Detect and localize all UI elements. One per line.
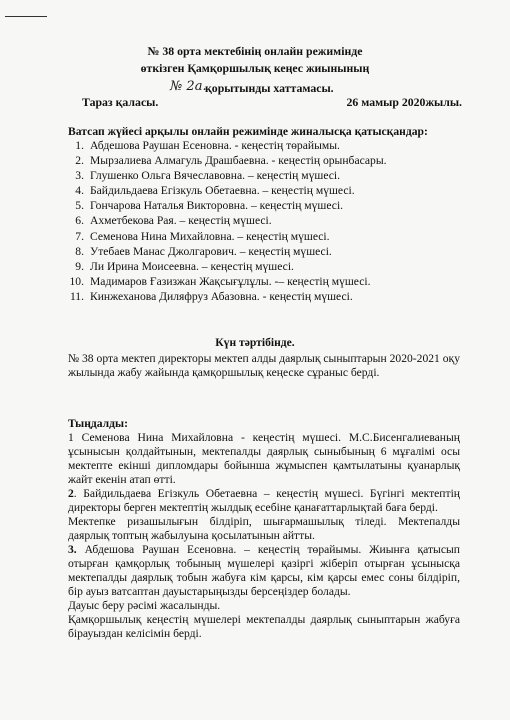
heard-heading: Тыңдалды: (68, 417, 128, 430)
list-item: 10. Мадимаров Ғазизжан Жақсығұлұлы. -– кеңестің мүшесі. (69, 274, 371, 288)
heard-section (68, 431, 460, 641)
list-item: 8. Утебаев Манас Джолгарович. – кеңестің мүшесі. (75, 244, 332, 258)
heard-item-1: 1 Семенова Нина Михайловна - кеңестің мүшесі. М.С.Бисенгалиеваның ұсынысын қолдайтынын, мектепалды даярлық сыныбының 6 мұғалімі осы мектепте екінші дипломдары бойынша жұмыспен қамтылатыны қуанарлық жайт екенін атап өтті. (68, 431, 460, 486)
heard-item-3b: Дауыс беру рәсімі жасалынды. (68, 599, 221, 612)
heard-item-3c: Қамқоршылық кеңестің мүшелері мектепалды даярлық сыныптарын жабуға бірауыздан келісімін берді. (68, 613, 460, 640)
title-line-1: № 38 орта мектебінің онлайн режимінде (147, 44, 363, 58)
heard-item-3: 3. Абдешова Раушан Есеновна. – кеңестің төрайымы. Жиынға қатысып отырған қамқорлық тобының мүшелері қазіргі жіберіп отырған ұсынысқа мектепалды даярлық тобын жабуға кім қарсы, кім қарсы емес соны білдіріп, бір ауыз ватсаптан дауыстарыңызды берсеңіздер болады. (68, 543, 460, 598)
list-item: 7. Семенова Нина Михайловна. – кеңестің мүшесі. (75, 229, 330, 243)
attendees-list (68, 139, 387, 305)
agenda-text: № 38 орта мектеп директоры мектеп алды даярлық сыныптарын 2020-2021 оқу жылында жабу жайында қамқоршылық кеңеске сұраныс берді. (68, 352, 460, 379)
handwritten-protocol-number: № 2а. (170, 79, 207, 94)
place-date-line (82, 95, 462, 109)
title-line-3: қорытынды хаттамасы. (205, 81, 334, 95)
list-item: 2. Мырзалиева Алмагуль Драшбаевна. - кеңестің орынбасары. (75, 154, 387, 168)
list-item: 11. Кинжеханова Диляфруз Абазовна. - кеңестің мүшесі. (69, 289, 353, 303)
list-item: 4. Байдильдаева Егізкуль Обетаевна. – кеңестің мүшесі. (75, 184, 355, 198)
city: Тараз қаласы. (82, 95, 159, 109)
list-item: 6. Ахметбекова Рая. – кеңестің мүшесі. (75, 214, 272, 228)
list-item: 3. Глушенко Ольга Вячеславовна. – кеңестің мүшесі. (75, 169, 341, 183)
title-line-2: өткізген Қамқоршылық кеңес жиынының (140, 61, 370, 75)
heard-item-2: 2. Байдильдаева Егізкуль Обетаевна – кеңестің мүшесі. Бүгінгі мектептің директоры берген мектептің жылдық есебіне қанағаттарлықтай баға берді. (68, 487, 460, 514)
list-item: 5. Гончарова Наталья Викторовна. – кеңестің мүшесі. (75, 199, 344, 213)
corner-dash-mark (5, 16, 47, 17)
heard-item-2b: Мектепке ризашылығын білдіріп, шығармашылық тіледі. Мектепалды даярлық топтың жабылуына қосылатынын айтты. (68, 515, 460, 542)
list-item: 9. Ли Ирина Моисеевна. – кеңестің мүшесі. (75, 259, 294, 273)
document-date: 26 мамыр 2020жылы. (346, 95, 462, 109)
agenda-heading: Күн тәртібінде. (215, 336, 295, 349)
list-item: 1. Абдешова Раушан Есеновна. - кеңестің төрайымы. (75, 139, 340, 152)
attendees-heading: Ватсап жүйесі арқылы онлайн режимінде жиналысқа қатысқандар: (68, 125, 428, 138)
